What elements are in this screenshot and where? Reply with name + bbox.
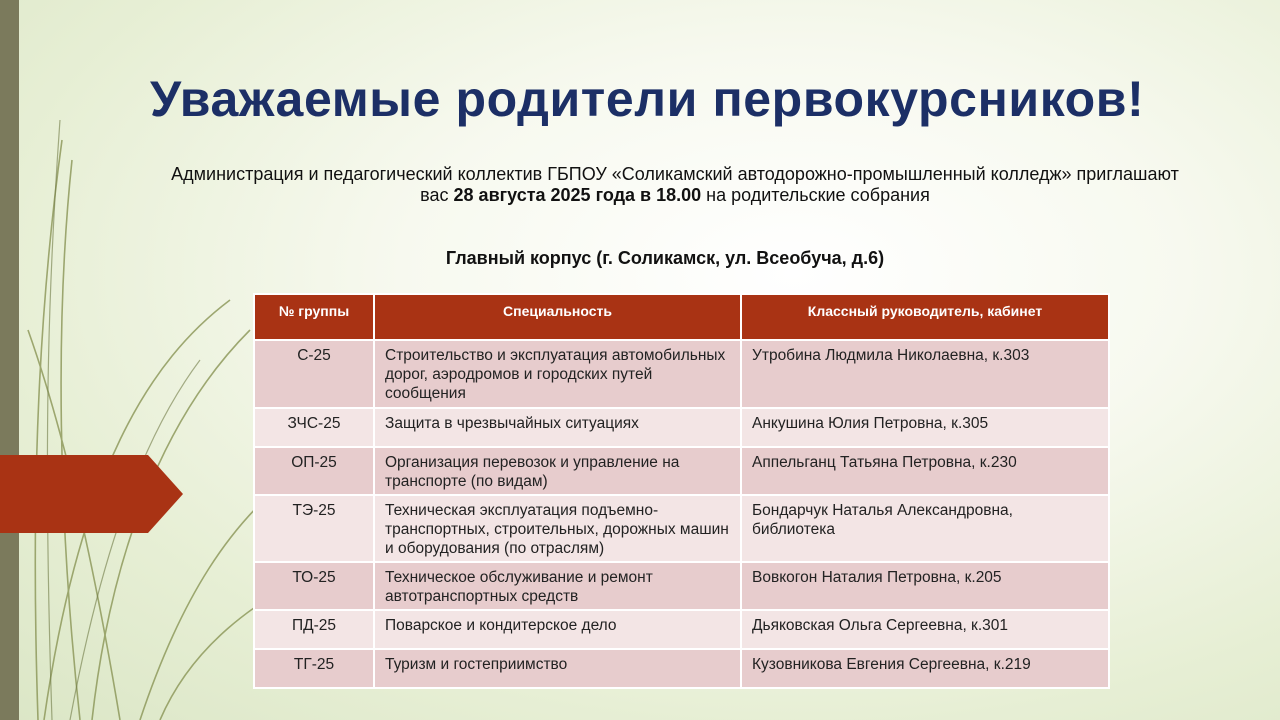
- specialty-cell: Защита в чрезвычайных ситуациях: [374, 408, 741, 447]
- specialty-cell: Поварское и кондитерское дело: [374, 610, 741, 649]
- table-row: [254, 495, 1109, 562]
- teacher-cell: Кузовникова Евгения Сергеевна, к.219: [741, 649, 1109, 688]
- teacher-cell: Дьяковская Ольга Сергеевна, к.301: [741, 610, 1109, 649]
- table-row: [254, 447, 1109, 495]
- groups-table: [253, 293, 1110, 689]
- specialty-cell: Организация перевозок и управление на транспорте (по видам): [374, 447, 741, 495]
- specialty-cell: Техническая эксплуатация подъемно-транспортных, строительных, дорожных машин и оборудования (по отраслям): [374, 495, 741, 562]
- specialty-cell: Туризм и гостеприимство: [374, 649, 741, 688]
- meeting-date: 28 августа 2025 года в 18.00: [453, 185, 702, 205]
- teacher-cell: Утробина Людмила Николаевна, к.303: [741, 340, 1109, 408]
- teacher-cell: Анкушина Юлия Петровна, к.305: [741, 408, 1109, 447]
- teacher-cell: Аппельганц Татьяна Петровна, к.230: [741, 447, 1109, 495]
- table-row: [254, 562, 1109, 610]
- header-teacher: Классный руководитель, кабинет: [741, 294, 1109, 340]
- group-cell: ТЭ-25: [254, 495, 374, 562]
- group-cell: С-25: [254, 340, 374, 408]
- teacher-cell: Бондарчук Наталья Александровна, библиотека: [741, 495, 1109, 562]
- intro-text-part2: на родительские собрания: [701, 185, 930, 205]
- page-title: Уважаемые родители первокурсников!: [150, 71, 1145, 127]
- header-specialty: Специальность: [374, 294, 741, 340]
- intro-text: [170, 164, 1180, 206]
- table-row: [254, 649, 1109, 688]
- intro-text-part1: Администрация и педагогический коллектив ГБПОУ «Соликамский автодорожно-промышленный колледж» приглашают вас: [171, 164, 1179, 205]
- group-cell: ТГ-25: [254, 649, 374, 688]
- header-group: № группы: [254, 294, 374, 340]
- specialty-cell: Техническое обслуживание и ремонт автотранспортных средств: [374, 562, 741, 610]
- teacher-cell: Вовкогон Наталия Петровна, к.205: [741, 562, 1109, 610]
- group-cell: ОП-25: [254, 447, 374, 495]
- table-row: [254, 610, 1109, 649]
- group-cell: ТО-25: [254, 562, 374, 610]
- table-row: [254, 340, 1109, 408]
- group-cell: ЗЧС-25: [254, 408, 374, 447]
- table-row: [254, 408, 1109, 447]
- location-text: Главный корпус (г. Соликамск, ул. Всеобуча, д.6): [445, 248, 885, 268]
- table-header-row: [254, 294, 1109, 340]
- specialty-cell: Строительство и эксплуатация автомобильных дорог, аэродромов и городских путей сообщения: [374, 340, 741, 408]
- group-cell: ПД-25: [254, 610, 374, 649]
